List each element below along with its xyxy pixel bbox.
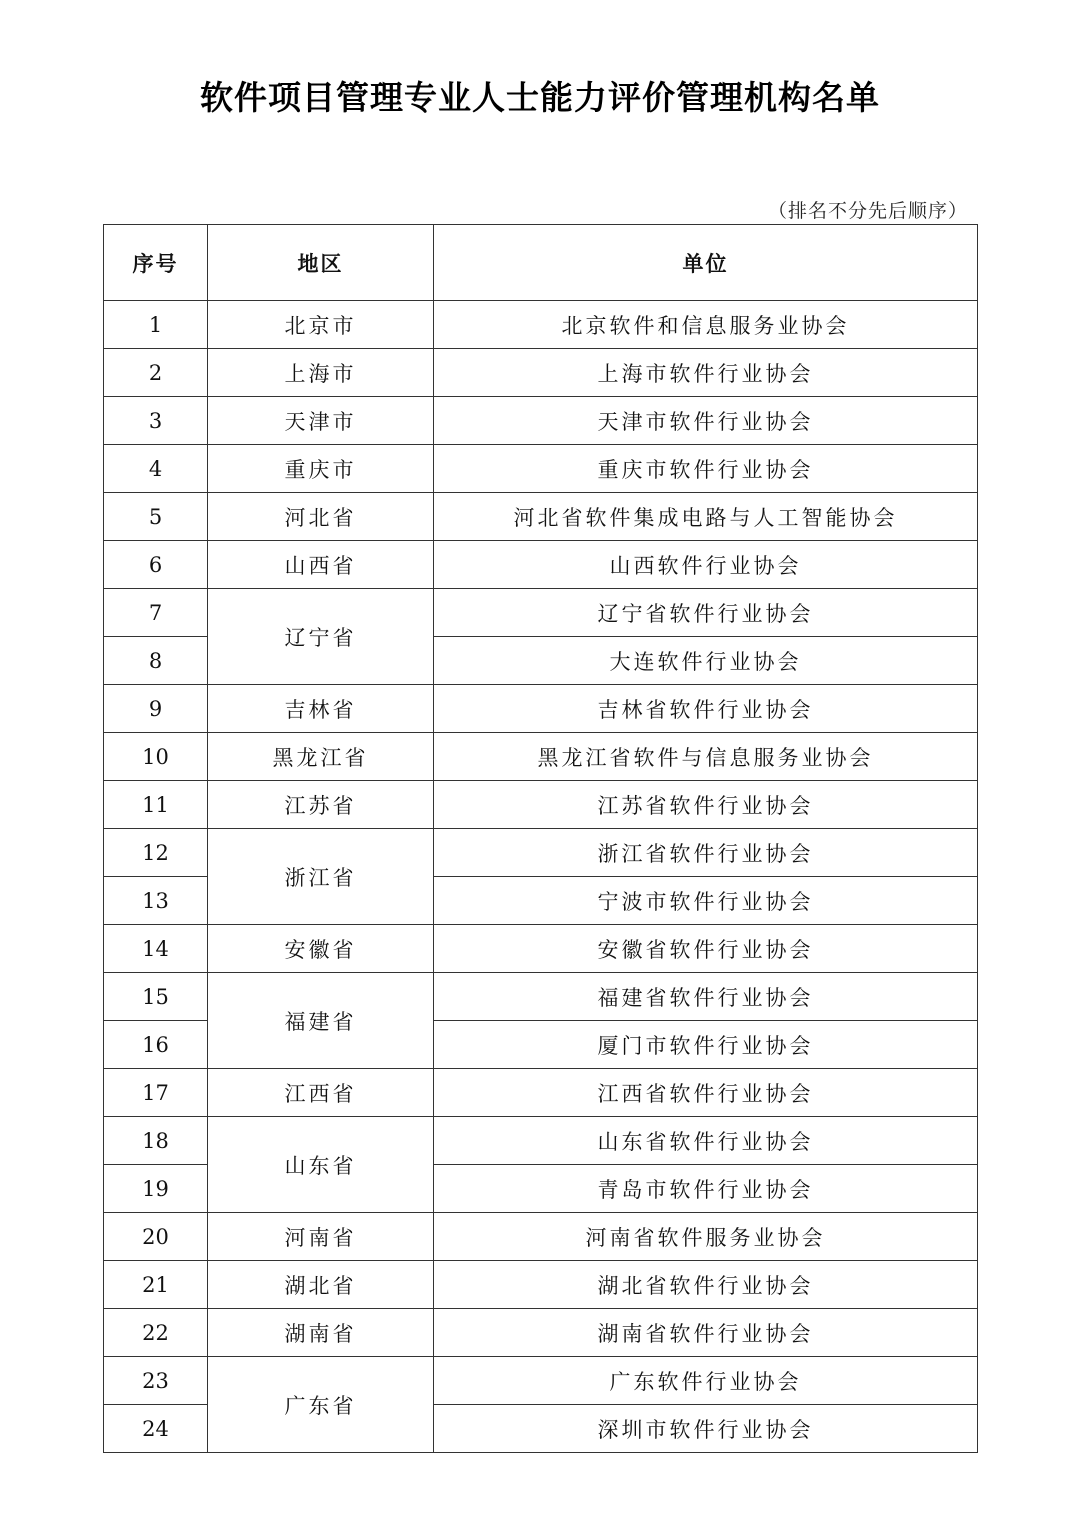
row-unit: 河南省软件服务业协会 — [434, 1213, 978, 1261]
row-region: 山东省 — [208, 1117, 434, 1213]
row-region: 江西省 — [208, 1069, 434, 1117]
row-serial: 12 — [104, 829, 208, 877]
row-unit: 江西省软件行业协会 — [434, 1069, 978, 1117]
row-region: 北京市 — [208, 301, 434, 349]
row-unit: 湖北省软件行业协会 — [434, 1261, 978, 1309]
header-serial: 序号 — [104, 225, 208, 301]
row-serial: 4 — [104, 445, 208, 493]
row-unit: 山东省软件行业协会 — [434, 1117, 978, 1165]
row-unit: 重庆市软件行业协会 — [434, 445, 978, 493]
header-unit: 单位 — [434, 225, 978, 301]
row-region: 福建省 — [208, 973, 434, 1069]
row-unit: 大连软件行业协会 — [434, 637, 978, 685]
row-serial: 14 — [104, 925, 208, 973]
institution-table — [103, 224, 978, 1453]
row-unit: 北京软件和信息服务业协会 — [434, 301, 978, 349]
table-row — [104, 445, 978, 493]
table-row — [104, 685, 978, 733]
row-region: 江苏省 — [208, 781, 434, 829]
row-unit: 黑龙江省软件与信息服务业协会 — [434, 733, 978, 781]
table-row — [104, 541, 978, 589]
row-region: 湖南省 — [208, 1309, 434, 1357]
table-row — [104, 1309, 978, 1357]
row-serial: 20 — [104, 1213, 208, 1261]
table-row — [104, 397, 978, 445]
row-region: 重庆市 — [208, 445, 434, 493]
row-region: 浙江省 — [208, 829, 434, 925]
row-region: 山西省 — [208, 541, 434, 589]
row-unit: 湖南省软件行业协会 — [434, 1309, 978, 1357]
row-serial: 11 — [104, 781, 208, 829]
row-unit: 青岛市软件行业协会 — [434, 1165, 978, 1213]
row-serial: 2 — [104, 349, 208, 397]
table-row — [104, 301, 978, 349]
row-serial: 10 — [104, 733, 208, 781]
row-region: 吉林省 — [208, 685, 434, 733]
row-region: 上海市 — [208, 349, 434, 397]
row-serial: 5 — [104, 493, 208, 541]
table-header-row — [104, 225, 978, 301]
row-unit: 上海市软件行业协会 — [434, 349, 978, 397]
row-unit: 广东软件行业协会 — [434, 1357, 978, 1405]
header-region: 地区 — [208, 225, 434, 301]
row-serial: 17 — [104, 1069, 208, 1117]
table-row — [104, 589, 978, 637]
row-unit: 江苏省软件行业协会 — [434, 781, 978, 829]
table-row — [104, 1213, 978, 1261]
table-row — [104, 349, 978, 397]
row-region: 河北省 — [208, 493, 434, 541]
row-region: 辽宁省 — [208, 589, 434, 685]
row-serial: 3 — [104, 397, 208, 445]
row-serial: 23 — [104, 1357, 208, 1405]
page-title: 软件项目管理专业人士能力评价管理机构名单 — [200, 78, 880, 117]
table-row — [104, 493, 978, 541]
row-unit: 山西软件行业协会 — [434, 541, 978, 589]
row-region: 湖北省 — [208, 1261, 434, 1309]
row-serial: 22 — [104, 1309, 208, 1357]
row-serial: 16 — [104, 1021, 208, 1069]
row-serial: 6 — [104, 541, 208, 589]
row-unit: 宁波市软件行业协会 — [434, 877, 978, 925]
row-unit: 吉林省软件行业协会 — [434, 685, 978, 733]
row-serial: 15 — [104, 973, 208, 1021]
row-serial: 9 — [104, 685, 208, 733]
row-region: 河南省 — [208, 1213, 434, 1261]
row-serial: 24 — [104, 1405, 208, 1453]
row-unit: 天津市软件行业协会 — [434, 397, 978, 445]
table-row — [104, 1117, 978, 1165]
row-region: 广东省 — [208, 1357, 434, 1453]
row-serial: 19 — [104, 1165, 208, 1213]
row-unit: 深圳市软件行业协会 — [434, 1405, 978, 1453]
table-row — [104, 1261, 978, 1309]
table-row — [104, 973, 978, 1021]
row-unit: 浙江省软件行业协会 — [434, 829, 978, 877]
row-serial: 21 — [104, 1261, 208, 1309]
row-serial: 1 — [104, 301, 208, 349]
table-row — [104, 1069, 978, 1117]
row-serial: 18 — [104, 1117, 208, 1165]
table-body — [104, 301, 978, 1453]
table-row — [104, 733, 978, 781]
row-unit: 福建省软件行业协会 — [434, 973, 978, 1021]
row-region: 黑龙江省 — [208, 733, 434, 781]
row-serial: 7 — [104, 589, 208, 637]
row-region: 安徽省 — [208, 925, 434, 973]
row-serial: 8 — [104, 637, 208, 685]
row-unit: 厦门市软件行业协会 — [434, 1021, 978, 1069]
table-row — [104, 1357, 978, 1405]
row-unit: 河北省软件集成电路与人工智能协会 — [434, 493, 978, 541]
row-region: 天津市 — [208, 397, 434, 445]
ordering-note: （排名不分先后顺序） — [767, 200, 968, 222]
table-row — [104, 829, 978, 877]
table-row — [104, 781, 978, 829]
row-serial: 13 — [104, 877, 208, 925]
row-unit: 辽宁省软件行业协会 — [434, 589, 978, 637]
table-row — [104, 925, 978, 973]
row-unit: 安徽省软件行业协会 — [434, 925, 978, 973]
